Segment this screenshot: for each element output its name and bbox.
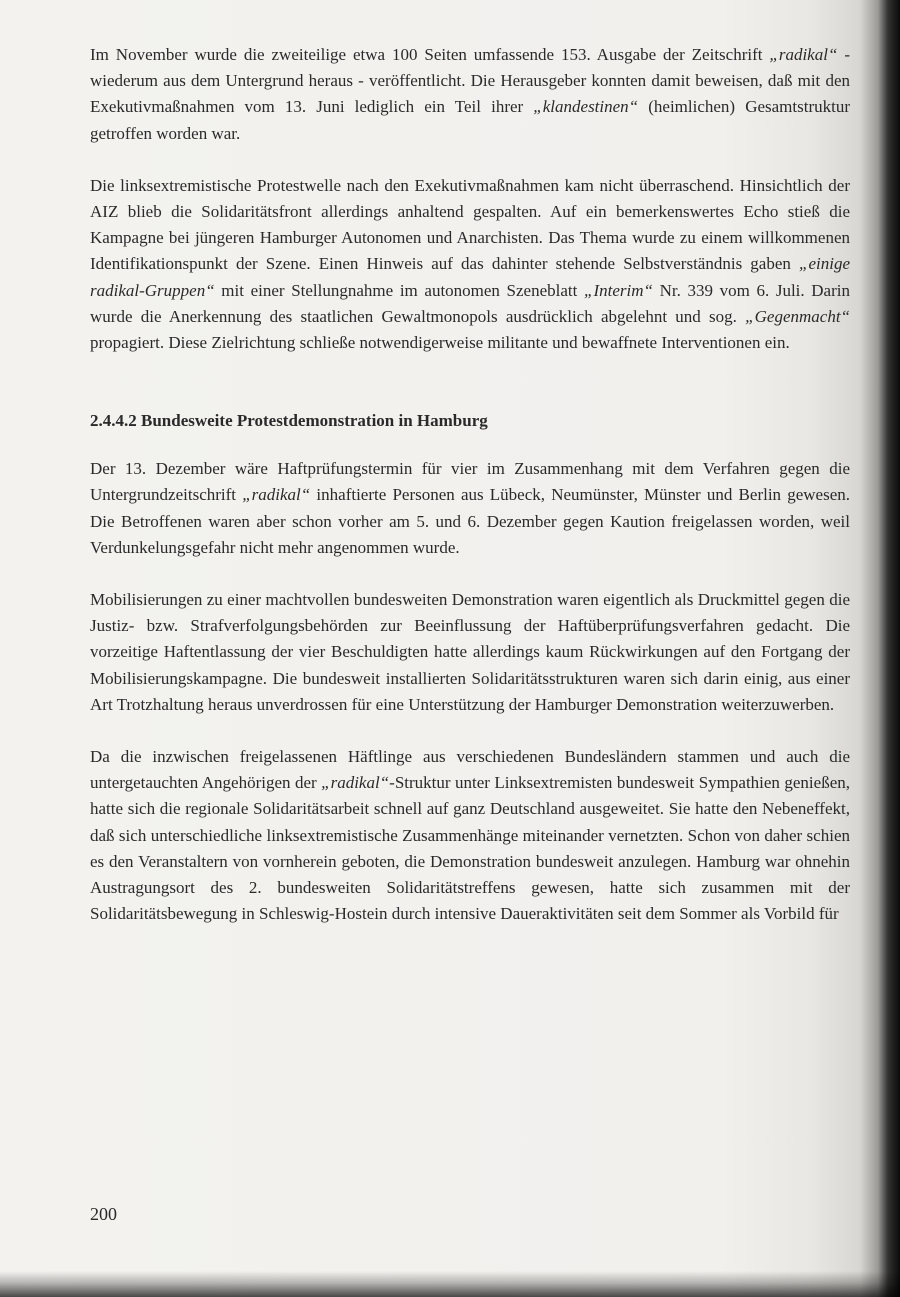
- paragraph-1: [90, 42, 850, 147]
- text-run: (heimlichen) Gesamtstruktur getroffen worden war.: [90, 97, 851, 143]
- text-run: Nr. 339 vom 6. Juli. Darin wurde die Anerkennung des staatlichen Gewaltmonopols ausdrücklich abgelehnt und sog.: [90, 280, 850, 326]
- text-run: Da die inzwischen freigelassenen Häftlinge aus verschiedenen Bundesländern stammen und auch die untergetauchten Angehörigen der: [90, 747, 850, 793]
- italic-term: „Gegenmacht“: [745, 306, 850, 326]
- section-heading: 2.4.4.2 Bundesweite Protestdemonstration in Hamburg: [90, 411, 488, 431]
- text-run: inhaftierte Personen aus Lübeck, Neumünster, Münster und Berlin gewesen. Die Betroffenen waren aber schon vorher am 5. und 6. Dezember gegen Kaution freigelassen worden, weil Verdunkelungsgefahr nicht mehr angenommen wurde.: [90, 485, 851, 557]
- italic-term: „radikal“: [242, 485, 311, 505]
- text-run: propagiert. Diese Zielrichtung schließe notwendigerweise militante und bewaffnete Interventionen ein.: [90, 333, 790, 353]
- italic-term: „radikal“: [321, 773, 390, 793]
- text-run: Im November wurde die zweiteilige etwa 100 Seiten umfassende 153. Ausgabe der Zeitschrift: [90, 45, 770, 64]
- text-run: -Struktur unter Linksextremisten bundesweit Sympathien genießen, hatte sich die regionale Solidaritätsarbeit schnell auf ganz Deutschland ausgeweitet. Sie hatte den Nebeneffekt, daß sich unterschiedliche linksextremistische Zusammenhänge miteinander vernetzten. Schon von daher schien es den Veranstaltern von vornherein geboten, die Demonstration bundesweit anzulegen. Hamburg war ohnehin Austragungsort des 2. bundesweiten Solidaritätstreffens gewesen, hatte sich zusammen mit der Solidaritätsbewegung in Schleswig-Hostein durch intensive Daueraktivitäten seit dem Sommer als Vorbild für: [90, 773, 850, 924]
- text-run: Die linksextremistische Protestwelle nach den Exekutivmaßnahmen kam nicht überraschend. Hinsichtlich der AIZ blieb die Solidaritätsfront allerdings anhaltend gespalten. Auf ein bemerkenswertes Echo stieß die Kampagne bei jüngeren Hamburger Autonomen und Anarchisten. Das Thema wurde zu einem willkommenen Identifikationspunkt der Szene. Einen Hinweis auf das dahinter stehende Selbstverständnis gaben: [90, 175, 850, 274]
- text-run: Der 13. Dezember wäre Haftprüfungstermin für vier im Zusammenhang mit dem Verfahren gegen die Untergrundzeitschrift: [90, 459, 850, 505]
- italic-term: „Interim“: [584, 280, 653, 300]
- page-edge-shadow: [0, 1271, 900, 1297]
- paragraph-2: [90, 173, 850, 356]
- page-number: 200: [90, 1204, 117, 1224]
- italic-term: „radikal“: [769, 45, 838, 64]
- text-run: mit einer Stellungnahme im autonomen Szeneblatt: [214, 280, 584, 300]
- paragraph-5: [90, 744, 850, 927]
- text-run: - wiederum aus dem Untergrund heraus - veröffentlicht. Die Herausgeber konnten damit beweisen, daß mit den Exekutivmaßnahmen vom 13. Juni lediglich ein Teil ihrer: [90, 45, 850, 117]
- italic-term: „klandestinen“: [533, 97, 639, 117]
- book-spine-shadow: [860, 0, 900, 1297]
- paragraph-3: [90, 456, 850, 561]
- page-body: [90, 42, 850, 953]
- italic-term: „einige radikal-Gruppen“: [90, 254, 850, 300]
- paragraph-4: Mobilisierungen zu einer machtvollen bundesweiten Demonstration waren eigentlich als Druckmittel gegen die Justiz- bzw. Strafverfolgungsbehörden zur Beeinflussung der Haftüberprüfungsverfahren gedacht. Die vorzeitige Haftentlassung der vier Beschuldigten hatte allerdings kaum Rückwirkungen auf den Fortgang der Mobilisierungskampagne. Die bundesweit installierten Solidaritätsstrukturen waren sich darin einig, aus einer Art Trotzhaltung heraus unverdrossen für eine Unterstützung der Hamburger Demonstration weiterzuwerben.: [90, 590, 850, 714]
